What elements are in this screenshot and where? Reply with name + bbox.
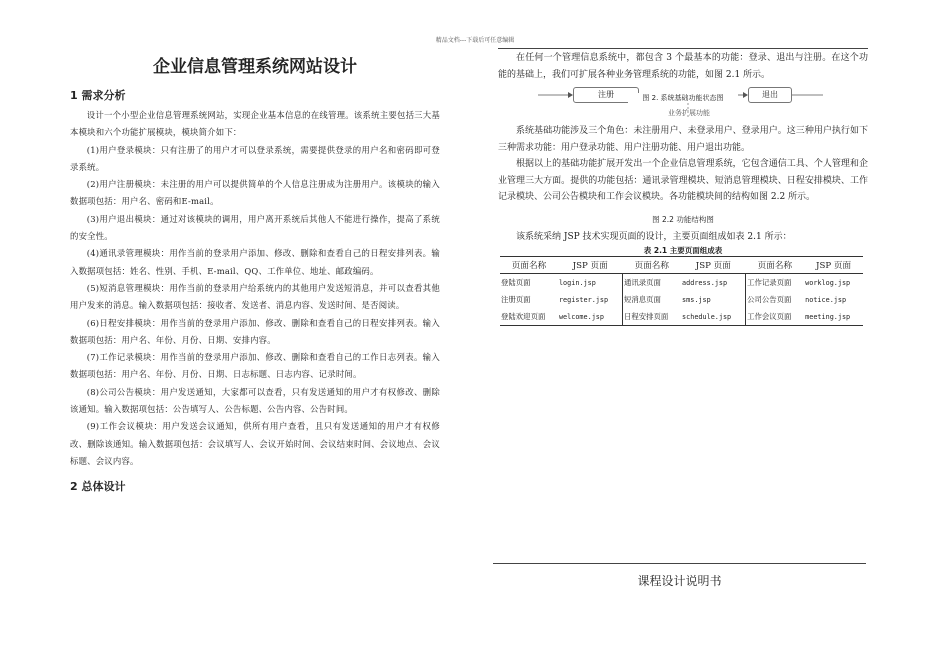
section-2-heading: 2 总体设计 (70, 480, 126, 494)
table-cell: 公司公告页面 (747, 295, 792, 304)
table-row (500, 291, 863, 308)
table-cell: schedule.jsp (681, 308, 746, 326)
header-note: 精品文档---下载后可任意编辑 (435, 37, 515, 44)
paragraph: (3)用户退出模块：通过对该模块的调用，用户离开系统后其他人不能进行操作，提高了系统的安全性。 (70, 213, 440, 242)
table-cell: meeting.jsp (804, 308, 863, 326)
table-cell: 工作记录页面 (747, 278, 792, 287)
table-header: 页面名称 (500, 257, 558, 274)
document-title: 企业信息管理系统网站设计 (153, 57, 357, 77)
table-cell: sms.jsp (681, 291, 746, 308)
table-cell: 日程安排页面 (622, 308, 681, 326)
table-cell: 注册页面 (501, 295, 531, 304)
table-cell: 工作会议页面 (746, 308, 805, 326)
paragraph: (5)短消息管理模块：用作当前的登录用户给系统内的其他用户发送短消息，并可以查看其他用户发来的消息。输入数据项包括：接收者、发送者、消息内容、发送时间、是否阅读。 (70, 282, 440, 311)
paragraph: 系统基础功能涉及三个角色：未注册用户、未登录用户、登录用户。这三种用户执行如下三种需求功能：用户登录功能、用户注册功能、用户退出功能。 (498, 126, 868, 153)
table-row (500, 274, 863, 292)
table-cell: welcome.jsp (558, 308, 623, 326)
paragraph: (2)用户注册模块：未注册的用户可以提供简单的个人信息注册成为注册用户。该模块的输入数据项包括：用户名、密码和E-mail。 (70, 179, 440, 207)
paragraph: (6)日程安排模块：用作当前的登录用户添加、修改、删除和查看自己的日程安排列表。输入数据项包括：用户名、年份、月份、日期、安排内容。 (70, 317, 440, 345)
table-cell: 登陆欢迎页面 (500, 308, 558, 326)
paragraph: 该系统采纳 JSP 技术实现页面的设计，主要页面组成如表 2.1 所示： (516, 231, 792, 242)
diagram-caption: 图 2. 系统基础功能状态图 (628, 93, 738, 103)
table-cell: address.jsp (681, 274, 746, 292)
section-1-heading: 1 需求分析 (70, 89, 126, 102)
table-header: 页面名称 (622, 257, 681, 274)
table-cell: 通讯录页面 (623, 278, 661, 287)
extension-label: 业务扩展功能 (668, 109, 710, 117)
table-header: JSP 页面 (681, 257, 746, 274)
table-cell: 短消息页面 (623, 295, 661, 304)
paragraph: (4)通讯录管理模块：用作当前的登录用户添加、修改、删除和查看自己的日程安排列表。输入数据项包括：姓名、性别、手机、E-mail、QQ、工作单位、地址、邮政编码。 (70, 248, 440, 276)
table-cell: login.jsp (558, 274, 623, 292)
paragraph: (8)公司公告模块：用户发送通知，大家都可以查看，只有发送通知的用户才有权修改、删除该通知。输入数据项包括：公告填写人、公告标题、公告内容、公告时间。 (70, 386, 440, 415)
table-cell: 登陆页面 (501, 278, 531, 287)
state-diagram (498, 83, 868, 123)
paragraph: 设计一个小型企业信息管理系统网站，实现企业基本信息的在线管理。该系统主要包括三大基本模块和六个功能扩展模块，模块简介如下： (70, 110, 440, 138)
bottom-rule (493, 563, 866, 564)
top-rule (498, 48, 868, 49)
figure-2-2-caption: 图 2.2 功能结构图 (652, 214, 714, 224)
left-column (70, 50, 440, 498)
table-cell: worklog.jsp (805, 278, 851, 287)
table-header: 页面名称 (746, 257, 805, 274)
table-header: JSP 页面 (804, 257, 863, 274)
paragraph: (9)工作会议模块：用户发送会议通知，供所有用户查看，且只有发送通知的用户才有权修改、删除该通知。输入数据项包括：会议填写人、会议开始时间、会议结束时间、会议地点、会议标题、会议内容。 (70, 421, 440, 466)
logout-node: 退出 (748, 87, 792, 103)
footer-title: 课程设计说明书 (637, 574, 722, 588)
table-header-row (500, 257, 863, 274)
table-row (500, 308, 863, 326)
table-cell: notice.jsp (805, 295, 847, 304)
paragraph: 根据以上的基础功能扩展开发出一个企业信息管理系统，它包含通信工具、个人管理和企业管理三大方面。提供的功能包括：通讯录管理模块、短消息管理模块、日程安排模块、工作记录模块、公司公告模块和工作会议模块。各功能模块间的结构如图 2.2 所示。 (498, 159, 868, 202)
paragraph: 在任何一个管理信息系统中，都包含 3 个最基本的功能：登录、退出与注册。在这个功能的基础上，我们可扩展各种业务管理系统的功能，如图 2.1 所示。 (498, 53, 868, 80)
table-header: JSP 页面 (558, 257, 623, 274)
table-cell: register.jsp (558, 291, 623, 308)
register-node: 注册 (573, 87, 639, 103)
paragraph: (7)工作记录模块：用作当前的登录用户添加、修改、删除和查看自己的工作日志列表。输入数据项包括：用户名、年份、月份、日期、日志标题、日志内容、记录时间。 (70, 352, 440, 380)
table-caption: 表 2.1 主要页面组成表 (643, 246, 723, 255)
paragraph: (1)用户登录模块：只有注册了的用户才可以登录系统，需要提供登录的用户名和密码即可登录系统。 (70, 144, 440, 172)
right-column (498, 50, 868, 326)
pages-table (500, 256, 863, 326)
